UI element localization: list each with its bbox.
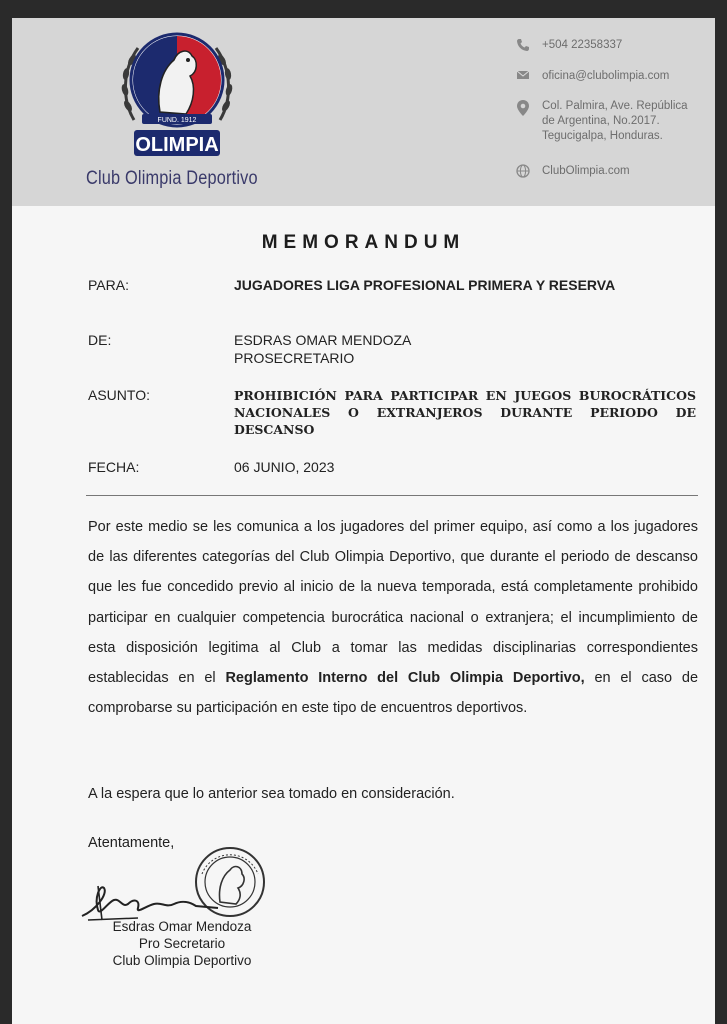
signer-title: Pro Secretario bbox=[138, 936, 226, 951]
contact-email bbox=[516, 69, 669, 84]
letterhead bbox=[12, 18, 715, 206]
divider-line bbox=[86, 495, 698, 496]
para-value: JUGADORES LIGA PROFESIONAL PRIMERA Y RESERVA bbox=[234, 277, 616, 293]
svg-text:FUND. 1912: FUND. 1912 bbox=[157, 117, 197, 124]
contact-website bbox=[516, 164, 630, 179]
body-text-regulation: Reglamento Interno del Club Olimpia Deportivo, bbox=[225, 670, 585, 687]
website: ClubOlimpia.com bbox=[542, 165, 630, 177]
closing-line: A la espera que lo anterior sea tomado en consideración. bbox=[88, 786, 455, 802]
signature-block bbox=[82, 918, 282, 969]
club-olimpia-crest-logo bbox=[116, 20, 238, 170]
de-name: ESDRAS OMAR MENDOZA bbox=[234, 332, 412, 348]
phone-icon bbox=[516, 38, 530, 52]
memorandum-page bbox=[12, 18, 715, 1024]
asunto-value: PROHIBICIÓN PARA PARTICIPAR EN JUEGOS BUROCRÁTICOS NACIONALES O EXTRANJEROS DURANTE PERIODO DE DESCANSO bbox=[234, 388, 696, 437]
contact-address bbox=[516, 99, 688, 144]
club-name: Club Olimpia Deportivo bbox=[86, 168, 258, 189]
valediction: Atentamente, bbox=[88, 835, 175, 851]
contact-phone bbox=[516, 38, 622, 53]
signer-organization: Club Olimpia Deportivo bbox=[112, 953, 252, 968]
globe-icon bbox=[516, 164, 530, 178]
fecha-value: 06 JUNIO, 2023 bbox=[234, 459, 335, 475]
email-icon bbox=[516, 69, 530, 81]
postal-address: Col. Palmira, Ave. República de Argentina, No.2017. Tegucigalpa, Honduras. bbox=[542, 100, 688, 142]
signer-name: Esdras Omar Mendoza bbox=[112, 919, 252, 934]
email-address: oficina@clubolimpia.com bbox=[542, 70, 670, 82]
body-text-before: Por este medio se les comunica a los jugadores del primer equipo, así como a los jugadores de las diferentes categorías del Club Olimpia Deportivo, que durante el periodo de descanso que les fue concedido previo al inicio de la nueva temporada, está completamente prohibido participar en cualquier competencia burocrática nacional o extranjera; el incumplimiento de esta disposición legitima al Club a tomar las medidas disciplinarias correspondientes establecidas en el bbox=[88, 519, 698, 687]
body-text-after: en el caso de comprobarse su participación en este tipo de encuentros deportivos. bbox=[88, 670, 699, 717]
asunto-label: ASUNTO: bbox=[88, 387, 150, 403]
location-pin-icon bbox=[516, 99, 530, 117]
phone-number: +504 22358337 bbox=[542, 39, 623, 51]
de-label: DE: bbox=[88, 332, 112, 348]
memorandum-title: MEMORANDUM bbox=[261, 232, 466, 253]
de-role: PROSECRETARIO bbox=[234, 350, 355, 366]
svg-text:OLIMPIA: OLIMPIA bbox=[135, 134, 219, 156]
para-label: PARA: bbox=[88, 277, 129, 293]
memo-body bbox=[88, 512, 698, 723]
fecha-label: FECHA: bbox=[88, 459, 140, 475]
